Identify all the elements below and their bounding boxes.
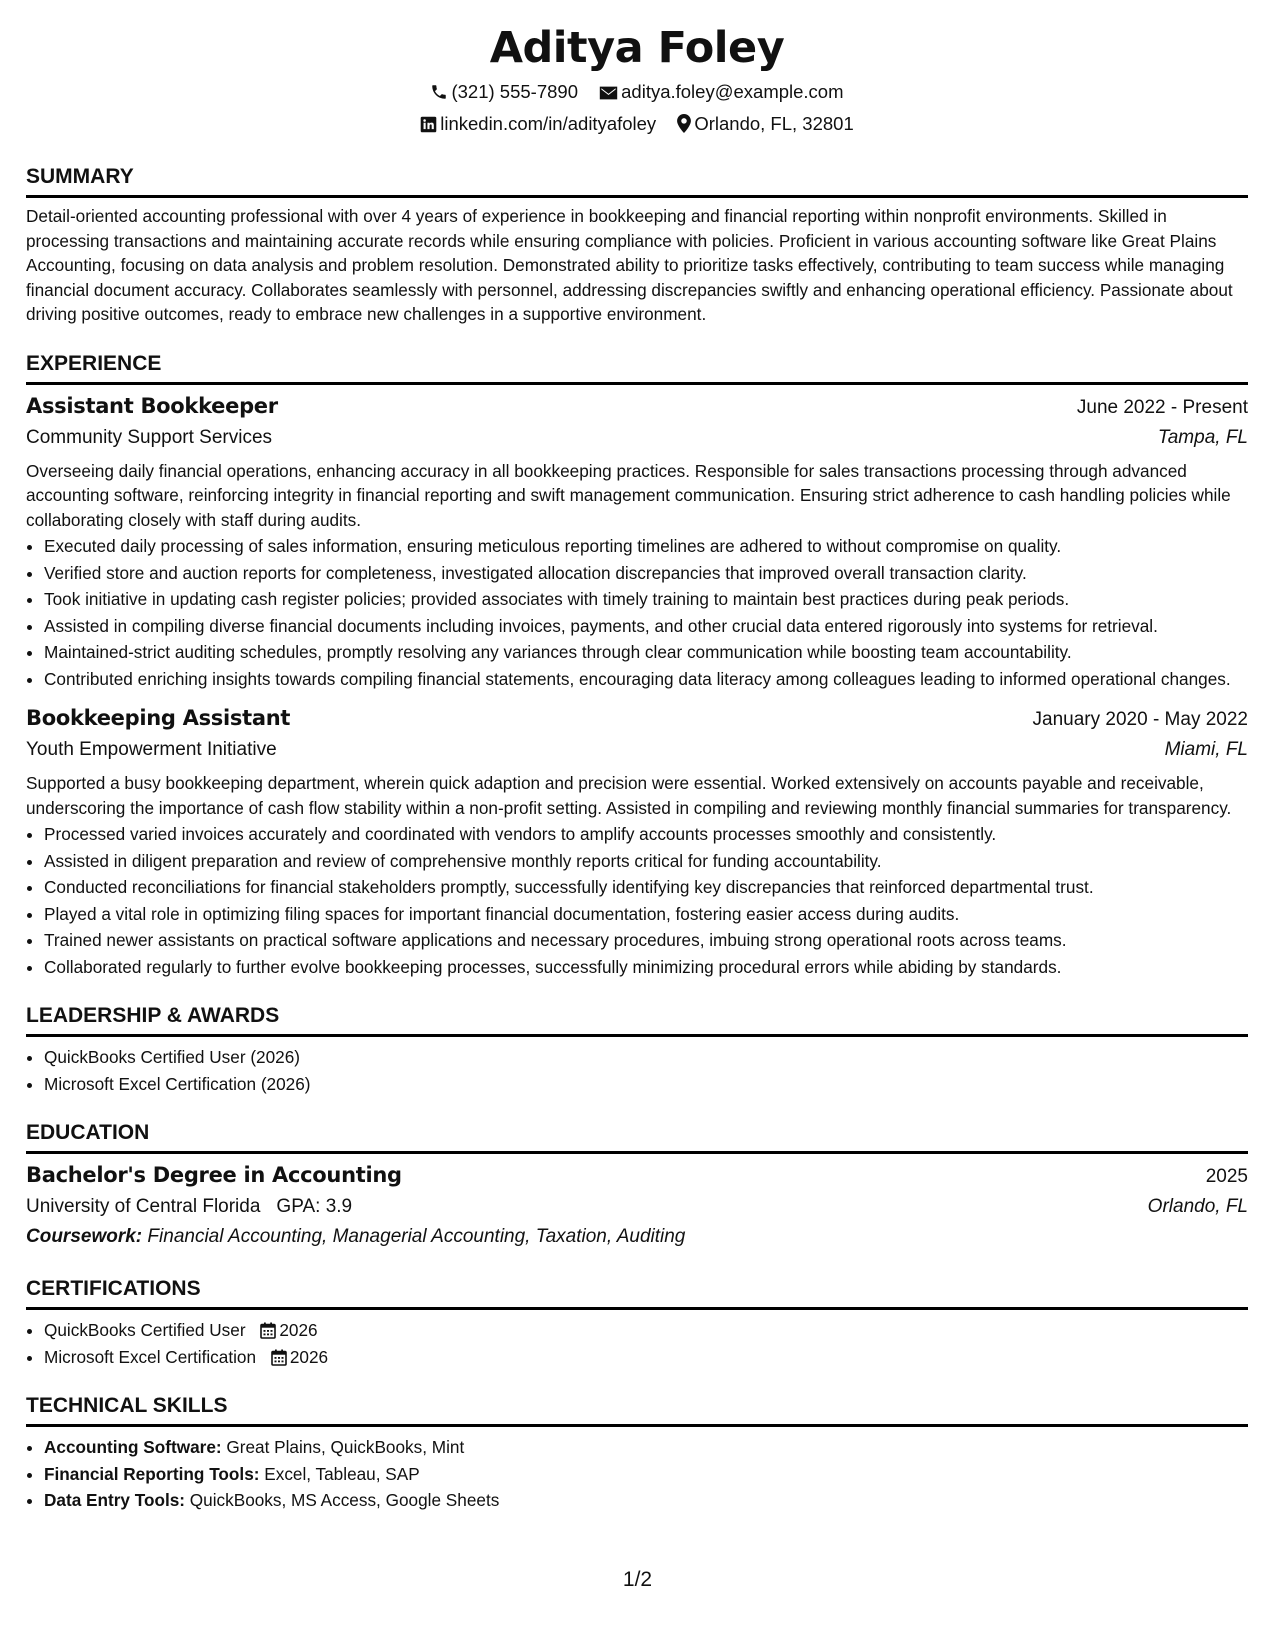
list-item xyxy=(44,1345,1248,1370)
job-subheader xyxy=(26,423,1248,453)
contact-row-1 xyxy=(26,80,1248,104)
cert-name: Microsoft Excel Certification xyxy=(44,1346,257,1367)
list-item xyxy=(44,1462,1248,1487)
job-description: Supported a busy bookkeeping department, wherein quick adaption and precision were essential. Worked extensively on accounts payable and receivable, underscoring the importance of cash flow stability within a non-profit setting. Assisted in compiling and reviewing monthly financial summaries for transparency. xyxy=(26,773,1232,818)
summary-text: Detail-oriented accounting professional with over 4 years of experience in bookkeeping and financial reporting within nonprofit environments. Skilled in processing transactions and maintaining accurate records while ensuring compliance with policies. Proficient in various accounting software like Great Plains Accounting, focusing on data analysis and problem resolution. Demonstrated ability to prioritize tasks effectively, contributing to team success while managing financial document accuracy. Collaborates seamlessly with personnel, addressing discrepancies swiftly and enhancing operational efficiency. Passionate about driving positive outcomes, ready to embrace new challenges in a supportive environment. xyxy=(26,206,1233,324)
coursework xyxy=(26,1222,1248,1252)
education-subheader xyxy=(26,1192,1248,1222)
section-title: EDUCATION xyxy=(26,1120,1248,1154)
job-header xyxy=(26,703,1248,735)
list-item: • Maintained-strict auditing schedules, promptly resolving any variances through clear communication while boosting team accountability. xyxy=(44,640,1248,665)
list-item xyxy=(44,1488,1248,1513)
section-title: CERTIFICATIONS xyxy=(26,1276,1248,1310)
list-item: • Took initiative in updating cash register policies; provided associates with timely training to maintain best practices during peak periods. xyxy=(44,587,1248,612)
education-entry xyxy=(26,1160,1248,1252)
linkedin-icon xyxy=(420,116,437,133)
section-title: LEADERSHIP & AWARDS xyxy=(26,1003,1248,1037)
list-item: • QuickBooks Certified User (2026) xyxy=(44,1045,1248,1070)
list-item: • Assisted in diligent preparation and review of comprehensive monthly reports critical for funding accountability. xyxy=(44,849,1248,874)
job-entry xyxy=(26,703,1248,979)
job-header xyxy=(26,391,1248,423)
contact-row-2 xyxy=(26,112,1248,136)
job-entry xyxy=(26,391,1248,692)
job-title: Assistant Bookkeeper xyxy=(26,393,278,418)
list-item: • Trained newer assistants on practical software applications and necessary procedures, imbuing strong operational roots across teams. xyxy=(44,928,1248,953)
job-org: Youth Empowerment Initiative xyxy=(26,739,277,760)
job-org: Community Support Services xyxy=(26,426,273,448)
email-contact[interactable] xyxy=(599,80,843,104)
skill-label: Financial Reporting Tools: xyxy=(44,1463,260,1484)
experience-section xyxy=(26,351,1248,980)
location-text: Orlando, FL, 32801 xyxy=(694,113,854,134)
education-header xyxy=(26,1160,1248,1192)
location-contact xyxy=(677,112,853,136)
email-text: aditya.foley@example.com xyxy=(621,81,844,102)
job-subheader xyxy=(26,735,1248,765)
coursework-label: Coursework: xyxy=(26,1226,143,1247)
calendar-icon xyxy=(260,1322,276,1339)
skill-label: Data Entry Tools: xyxy=(44,1490,186,1510)
resume-page xyxy=(26,22,1248,1513)
leadership-list xyxy=(26,1045,1248,1096)
list-item: • Conducted reconciliations for financial stakeholders promptly, successfully identifying key discrepancies that reinforced departmental trust. xyxy=(44,875,1248,900)
cert-name: QuickBooks Certified User xyxy=(44,1320,246,1340)
list-item: • Played a vital role in optimizing filing spaces for important financial documentation, fostering easier access during audits. xyxy=(44,902,1248,927)
phone-text: (321) 555-7890 xyxy=(451,81,578,102)
linkedin-contact[interactable] xyxy=(420,112,656,136)
map-pin-icon xyxy=(677,114,691,133)
summary-section xyxy=(26,164,1248,327)
envelope-icon xyxy=(599,85,618,101)
job-location: Miami, FL xyxy=(1164,739,1248,760)
list-item: • Collaborated regularly to further evolve bookkeeping processes, successfully minimizing procedural errors while abiding by standards. xyxy=(44,955,1248,980)
list-item: • Assisted in compiling diverse financial documents including invoices, payments, and other crucial data entered rigorously into systems for retrieval. xyxy=(44,614,1248,639)
section-title: SUMMARY xyxy=(26,164,1248,198)
skill-value: Excel, Tableau, SAP xyxy=(264,1463,420,1484)
list-item xyxy=(44,1435,1248,1460)
list-item: • Contributed enriching insights towards compiling financial statements, encouraging data literacy among colleagues leading to informed operational changes. xyxy=(44,667,1248,692)
coursework-text: Financial Accounting, Managerial Accounting, Taxation, Auditing xyxy=(147,1226,686,1247)
section-title: TECHNICAL SKILLS xyxy=(26,1393,1248,1427)
school-location: Orlando, FL xyxy=(1147,1196,1248,1217)
job-title: Bookkeeping Assistant xyxy=(26,706,291,730)
job-bullets xyxy=(26,822,1248,979)
skills-list xyxy=(26,1435,1248,1513)
skill-label: Accounting Software: xyxy=(44,1437,222,1457)
phone-icon xyxy=(430,83,448,101)
list-item: • Verified store and auction reports for completeness, investigated allocation discrepancies that improved overall transaction clarity. xyxy=(44,561,1248,586)
school-name: University of Central Florida xyxy=(26,1196,261,1217)
linkedin-text: linkedin.com/in/adityafoley xyxy=(440,113,657,134)
job-dates: June 2022 - Present xyxy=(1076,396,1248,418)
gpa: GPA: 3.9 xyxy=(276,1196,353,1217)
phone-contact xyxy=(430,80,578,104)
skill-value: QuickBooks, MS Access, Google Sheets xyxy=(189,1490,500,1510)
graduation-year: 2025 xyxy=(1205,1166,1248,1187)
page-number: 1/2 xyxy=(622,1568,653,1591)
section-title: EXPERIENCE xyxy=(26,351,1248,385)
school-and-gpa xyxy=(26,1192,352,1222)
education-section xyxy=(26,1120,1248,1252)
leadership-section xyxy=(26,1003,1248,1096)
cert-year: 2026 xyxy=(289,1346,329,1367)
job-dates: January 2020 - May 2022 xyxy=(1032,709,1248,730)
skill-value: Great Plains, QuickBooks, Mint xyxy=(226,1437,465,1457)
degree: Bachelor's Degree in Accounting xyxy=(26,1163,402,1187)
certifications-list xyxy=(26,1318,1248,1369)
certifications-section xyxy=(26,1276,1248,1369)
list-item xyxy=(44,1318,1248,1343)
calendar-icon xyxy=(271,1349,287,1366)
candidate-name: Aditya Foley xyxy=(489,23,785,73)
list-item: • Processed varied invoices accurately and coordinated with vendors to amplify accounts processes smoothly and consistently. xyxy=(44,822,1248,847)
job-location: Tampa, FL xyxy=(1157,426,1248,448)
list-item: • Executed daily processing of sales information, ensuring meticulous reporting timelines are adhered to without compromise on quality. xyxy=(44,534,1248,559)
job-description: Overseeing daily financial operations, enhancing accuracy in all bookkeeping practices. Responsible for sales transactions processing through advanced accounting software, reinforcing integrity in financial reporting and swift management communication. Ensuring strict adherence to cash handling policies while collaborating closely with staff during audits. xyxy=(26,460,1231,530)
skills-section xyxy=(26,1393,1248,1513)
job-bullets xyxy=(26,534,1248,691)
cert-year: 2026 xyxy=(279,1320,318,1340)
list-item: • Microsoft Excel Certification (2026) xyxy=(44,1072,1248,1097)
